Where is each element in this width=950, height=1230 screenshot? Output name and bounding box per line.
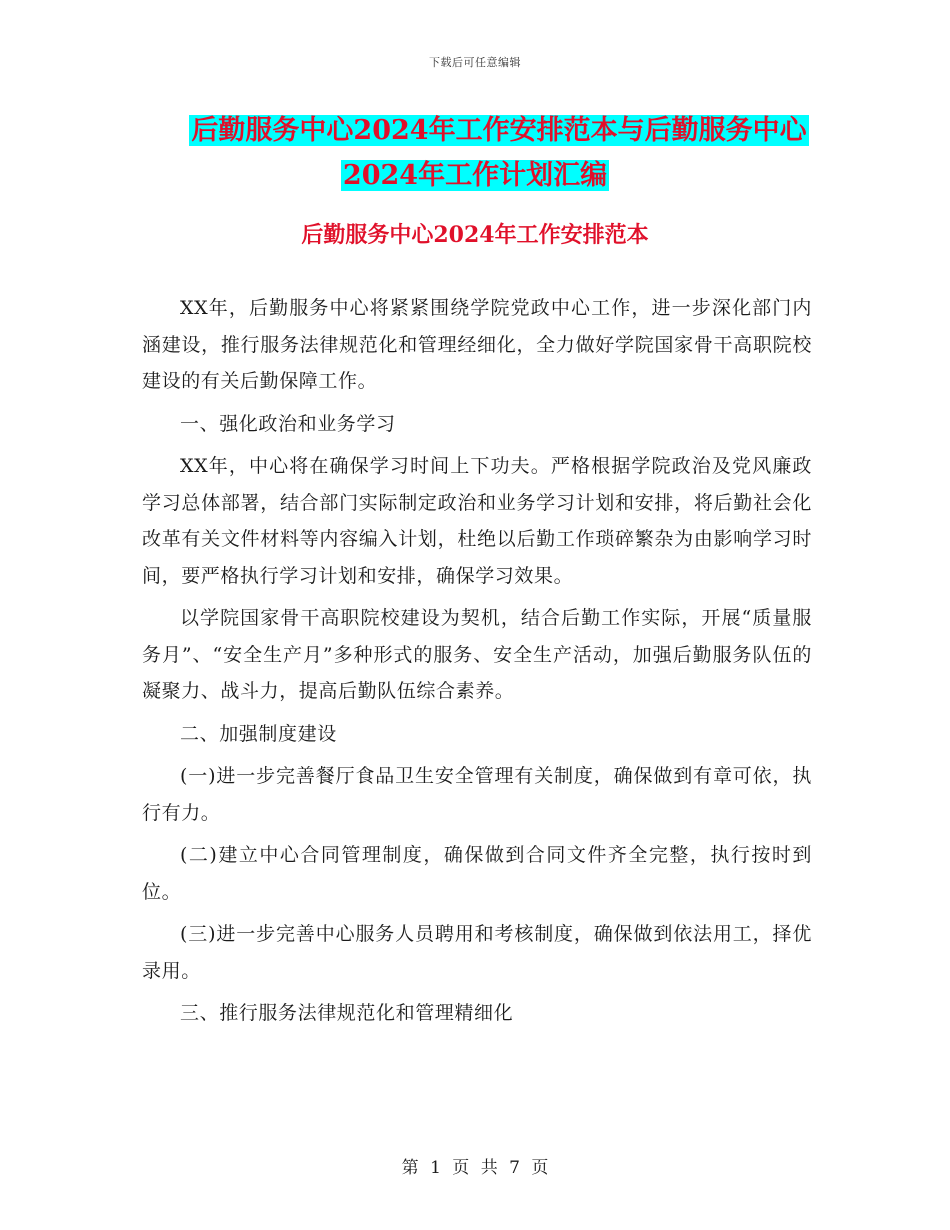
paragraph-study: XX年，中心将在确保学习时间上下功夫。严格根据学院政治及党风廉政学习总体部署，结合部门实际制定政治和业务学习计划和安排，将后勤社会化改革有关文件材料等内容编入计划，杜绝以后勤工作琐碎繁杂为由影响学习时间，要严格执行学习计划和安排，确保学习效果。 (142, 455, 812, 587)
heading-system: 二、加强制度建设 (180, 722, 337, 745)
document-body (142, 290, 812, 1038)
paragraph-item-3: (三)进一步完善中心服务人员聘用和考核制度，确保做到依法用工，择优录用。 (142, 923, 812, 982)
paragraph-intro: XX年，后勤服务中心将紧紧围绕学院党政中心工作，进一步深化部门内涵建设，推行服务法律规范化和管理经细化，全力做好学院国家骨干高职院校建设的有关后勤保障工作。 (142, 297, 812, 392)
paragraph-item-1: (一)进一步完善餐厅食品卫生安全管理有关制度，确保做到有章可依，执行有力。 (142, 765, 812, 824)
document-title-line-2: 2024年工作计划汇编 (342, 160, 608, 191)
paragraph-activities: 以学院国家骨干高职院校建设为契机，结合后勤工作实际，开展“质量服务月”、“安全生产月”多种形式的服务、安全生产活动，加强后勤服务队伍的凝聚力、战斗力，提高后勤队伍综合素养。 (142, 607, 812, 702)
heading-standardization: 三、推行服务法律规范化和管理精细化 (180, 1002, 514, 1024)
heading-study: 一、强化政治和业务学习 (180, 412, 396, 435)
paragraph-item-2: (二)建立中心合同管理制度，确保做到合同文件齐全完整，执行按时到位。 (142, 844, 812, 903)
page-footer: 第 1 页 共 7 页 (401, 1158, 549, 1178)
page-header: 下载后可任意编辑 (429, 56, 521, 69)
document-title (0, 108, 950, 198)
section-title: 后勤服务中心2024年工作安排范本 (301, 222, 649, 248)
document-title-line-1: 后勤服务中心2024年工作安排范本与后勤服务中心 (191, 115, 807, 146)
